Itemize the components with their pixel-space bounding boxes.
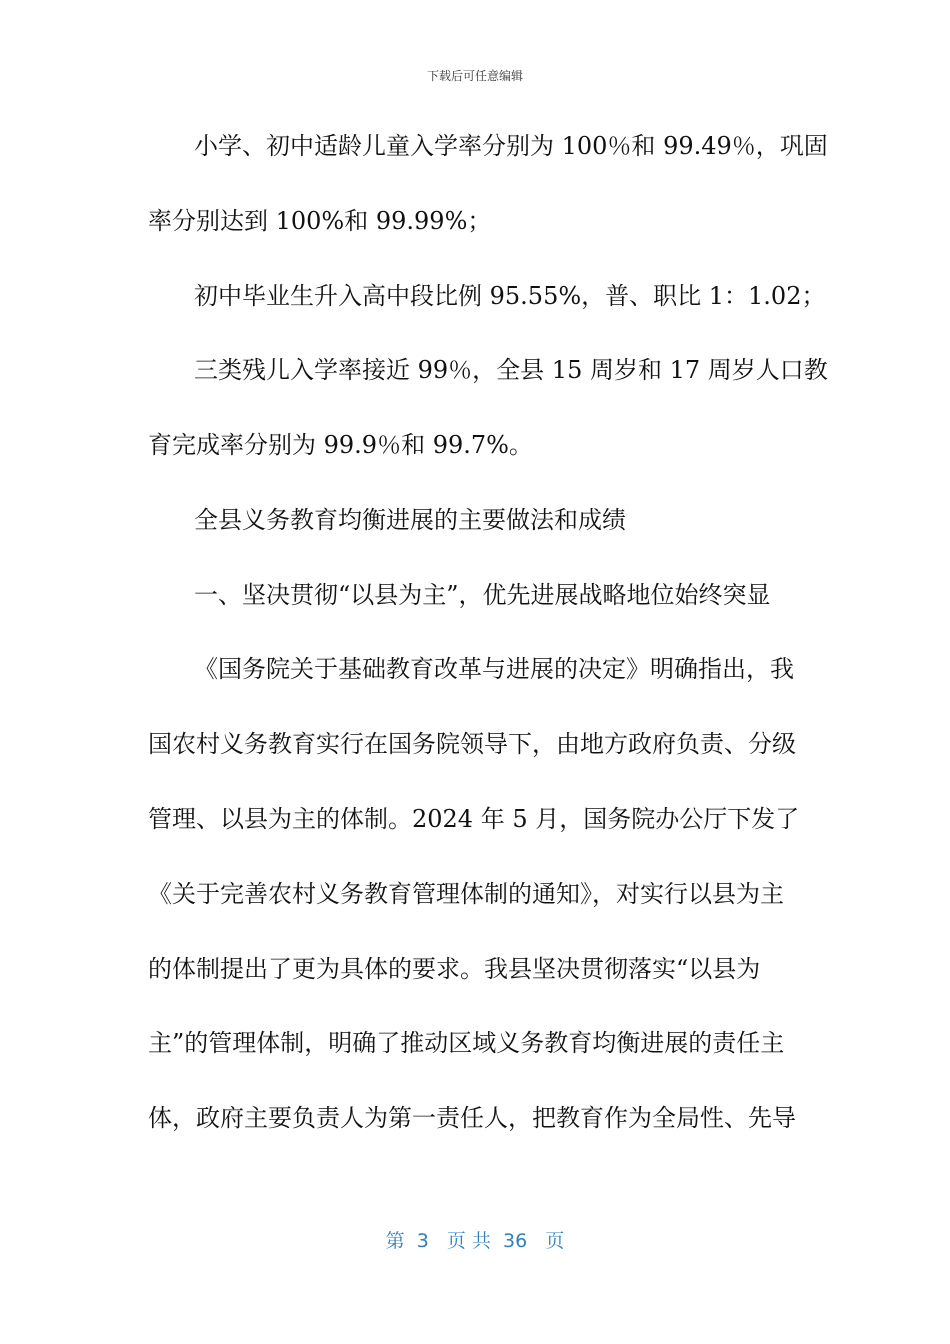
paragraph-line: 体，政府主要负责人为第一责任人，把教育作为全局性、先导 (148, 1104, 796, 1132)
paragraph-line: 三类残儿入学率接近 99％，全县 15 周岁和 17 周岁人口教 (194, 356, 828, 384)
page-header-note: 下载后可任意编辑 (426, 69, 523, 83)
paragraph-line: 初中毕业生升入高中段比例 95.55%，普、职比 1：1.02； (194, 282, 826, 310)
subsection-heading: 一、坚决贯彻“以县为主”，优先进展战略地位始终突显 (194, 581, 771, 609)
paragraph-line: 率分别达到 100%和 99.99%； (148, 207, 492, 235)
paragraph-line: 《关于完善农村义务教育管理体制的通知》，对实行以县为主 (148, 880, 784, 908)
paragraph-line: 主”的管理体制，明确了推动区域义务教育均衡进展的责任主 (148, 1029, 785, 1057)
paragraph-line: 国农村义务教育实行在国务院领导下，由地方政府负责、分级 (148, 730, 796, 758)
paragraph-line: 的体制提出了更为具体的要求。我县坚决贯彻落实“以县为 (148, 955, 761, 983)
paragraph-line: 小学、初中适龄儿童入学率分别为 100％和 99.49％，巩固 (194, 132, 828, 160)
paragraph-line: 《国务院关于基础教育改革与进展的决定》明确指出，我 (194, 655, 794, 683)
paragraph-line: 育完成率分别为 99.9％和 99.7%。 (148, 431, 533, 459)
page-number-footer: 第 3 页 共 36 页 (385, 1230, 565, 1252)
paragraph-line: 管理、以县为主的体制。2024 年 5 月，国务院办公厅下发了 (148, 805, 800, 833)
section-heading: 全县义务教育均衡进展的主要做法和成绩 (194, 506, 626, 534)
